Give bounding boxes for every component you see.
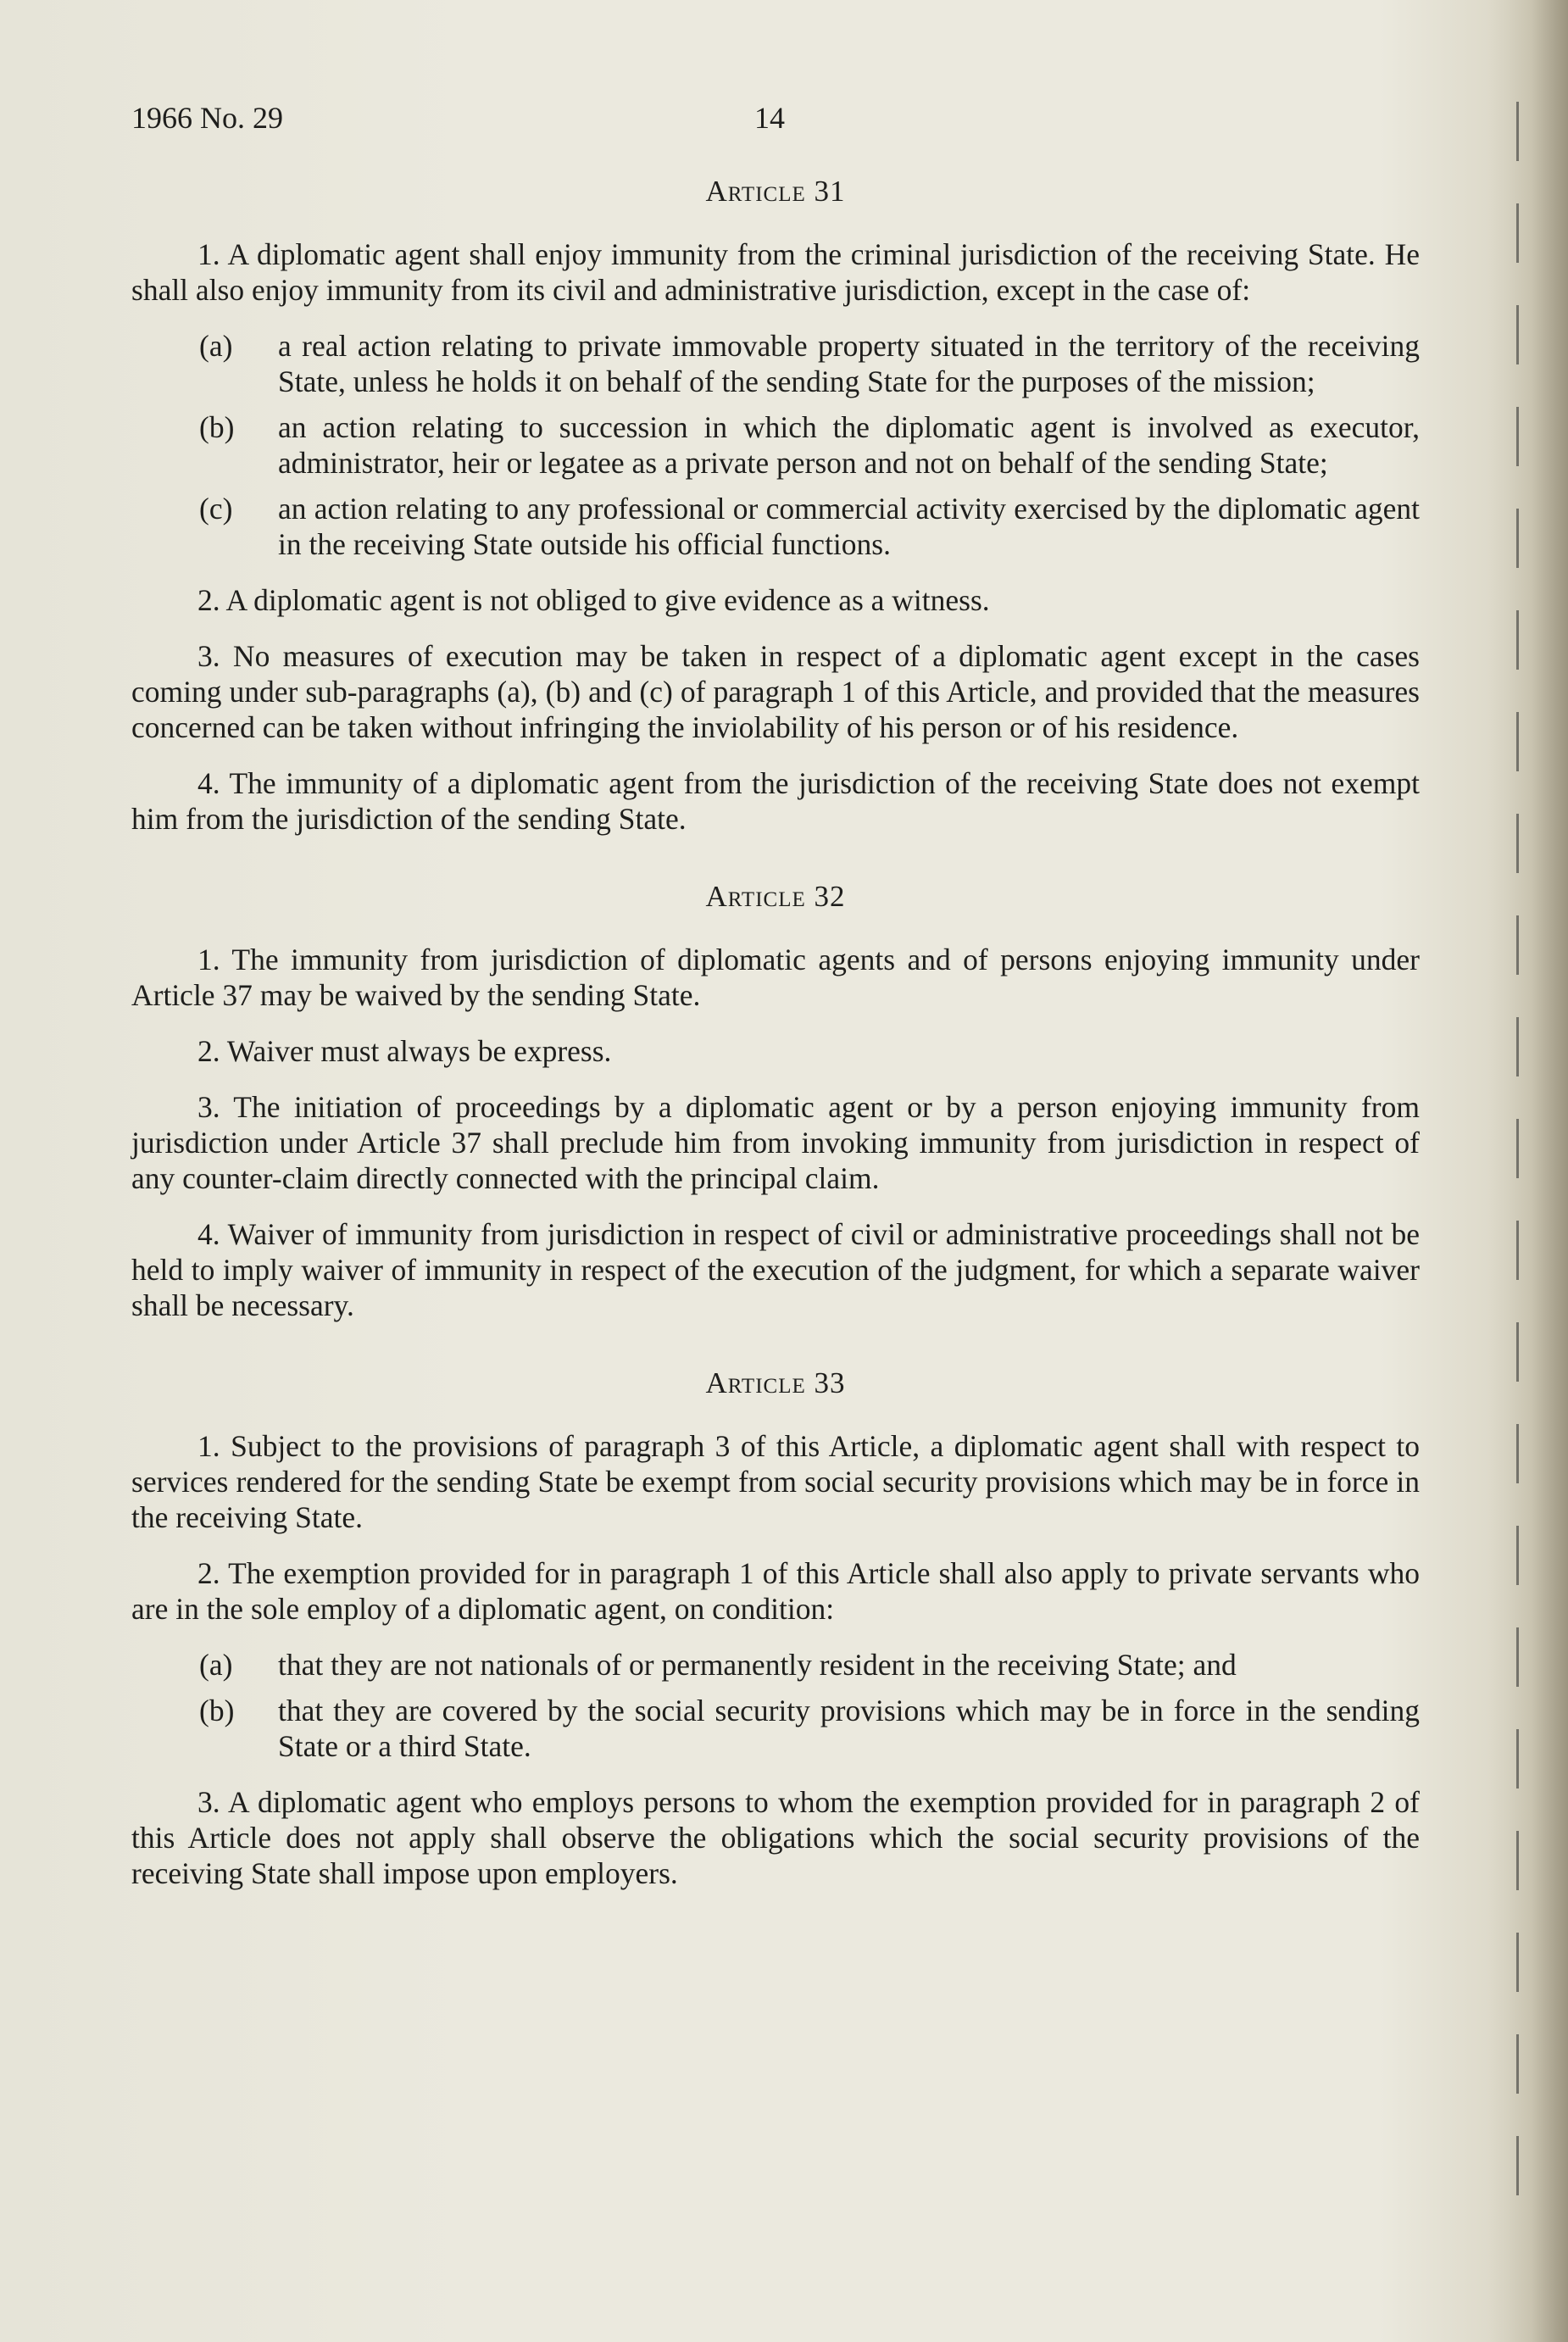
page-header: [131, 100, 1420, 151]
article-heading: Article 33: [705, 1366, 846, 1399]
paragraph: 2. The exemption provided for in paragraph 1 of this Article shall also apply to private servants who are in the sole employ of a diplomatic agent, on condition:: [131, 1556, 1420, 1626]
article-31: [131, 174, 1420, 837]
sub-paragraph-label: (c): [199, 492, 233, 526]
sub-paragraph: [131, 1647, 1420, 1683]
article-33: [131, 1366, 1420, 1891]
paragraph: 3. No measures of execution may be taken in respect of a diplomatic agent except in the cases coming under sub-paragraphs (a), (b) and (c) of paragraph 1 of this Article, and provided that the measures concerned can be taken without infringing the inviolability of his person or of his residence.: [131, 639, 1420, 744]
sub-paragraph: [131, 1693, 1420, 1764]
document-body: [131, 174, 1420, 1933]
page-number: 14: [754, 101, 785, 135]
sub-paragraph-text: a real action relating to private immovable property situated in the territory of the receiving State, unless he holds it on behalf of the sending State for the purposes of the mission;: [278, 329, 1420, 398]
sub-paragraph: [131, 409, 1420, 481]
paragraph: 2. A diplomatic agent is not obliged to give evidence as a witness.: [197, 583, 990, 617]
sub-paragraph-label: (b): [199, 410, 235, 444]
paragraph: 3. A diplomatic agent who employs persons to whom the exemption provided for in paragraph 2 of this Article does not apply shall observe the obligations which the social security provisions of the receiving State shall impose upon employers.: [131, 1785, 1420, 1890]
paragraph: 4. Waiver of immunity from jurisdiction in respect of civil or administrative proceedings shall not be held to imply waiver of immunity in respect of the execution of the judgment, for which a separate waiver shall be necessary.: [131, 1217, 1420, 1322]
article-heading: Article 32: [705, 880, 846, 913]
article-heading: Article 31: [705, 175, 846, 208]
paragraph: 2. Waiver must always be express.: [197, 1034, 612, 1068]
sub-paragraph-text: that they are not nationals of or permanently resident in the receiving State; and: [278, 1648, 1237, 1682]
sub-paragraph: [131, 328, 1420, 399]
paragraph: 1. The immunity from jurisdiction of diplomatic agents and of persons enjoying immunity under Article 37 may be waived by the sending State.: [131, 943, 1420, 1012]
paragraph: 1. Subject to the provisions of paragraph 3 of this Article, a diplomatic agent shall with respect to services rendered for the sending State be exempt from social security provisions which may be in force in the receiving State.: [131, 1429, 1420, 1534]
header-year-number: 1966 No. 29: [131, 101, 283, 135]
sub-paragraph-label: (b): [199, 1694, 235, 1727]
page-edge-shadow: [1487, 0, 1568, 2342]
sub-paragraph-text: that they are covered by the social security provisions which may be in force in the sending State or a third State.: [278, 1694, 1420, 1763]
article-32: [131, 879, 1420, 1323]
sub-paragraph-text: an action relating to succession in which the diplomatic agent is involved as executor, administrator, heir or legatee as a private person and not on behalf of the sending State;: [278, 410, 1420, 480]
paragraph: 4. The immunity of a diplomatic agent from the jurisdiction of the receiving State does not exempt him from the jurisdiction of the sending State.: [131, 766, 1420, 836]
paragraph: 3. The initiation of proceedings by a diplomatic agent or by a person enjoying immunity from jurisdiction under Article 37 shall preclude him from invoking immunity from jurisdiction in respect of any counter-claim directly connected with the principal claim.: [131, 1090, 1420, 1195]
sub-paragraph-label: (a): [199, 1648, 233, 1682]
paragraph: 1. A diplomatic agent shall enjoy immunity from the criminal jurisdiction of the receiving State. He shall also enjoy immunity from its civil and administrative jurisdiction, except in the case of:: [131, 237, 1420, 307]
sub-paragraph-label: (a): [199, 329, 233, 363]
sub-paragraph: [131, 491, 1420, 562]
binding-edge: [1516, 102, 1519, 2221]
sub-paragraph-text: an action relating to any professional or commercial activity exercised by the diplomatic agent in the receiving State outside his official functions.: [278, 492, 1420, 561]
